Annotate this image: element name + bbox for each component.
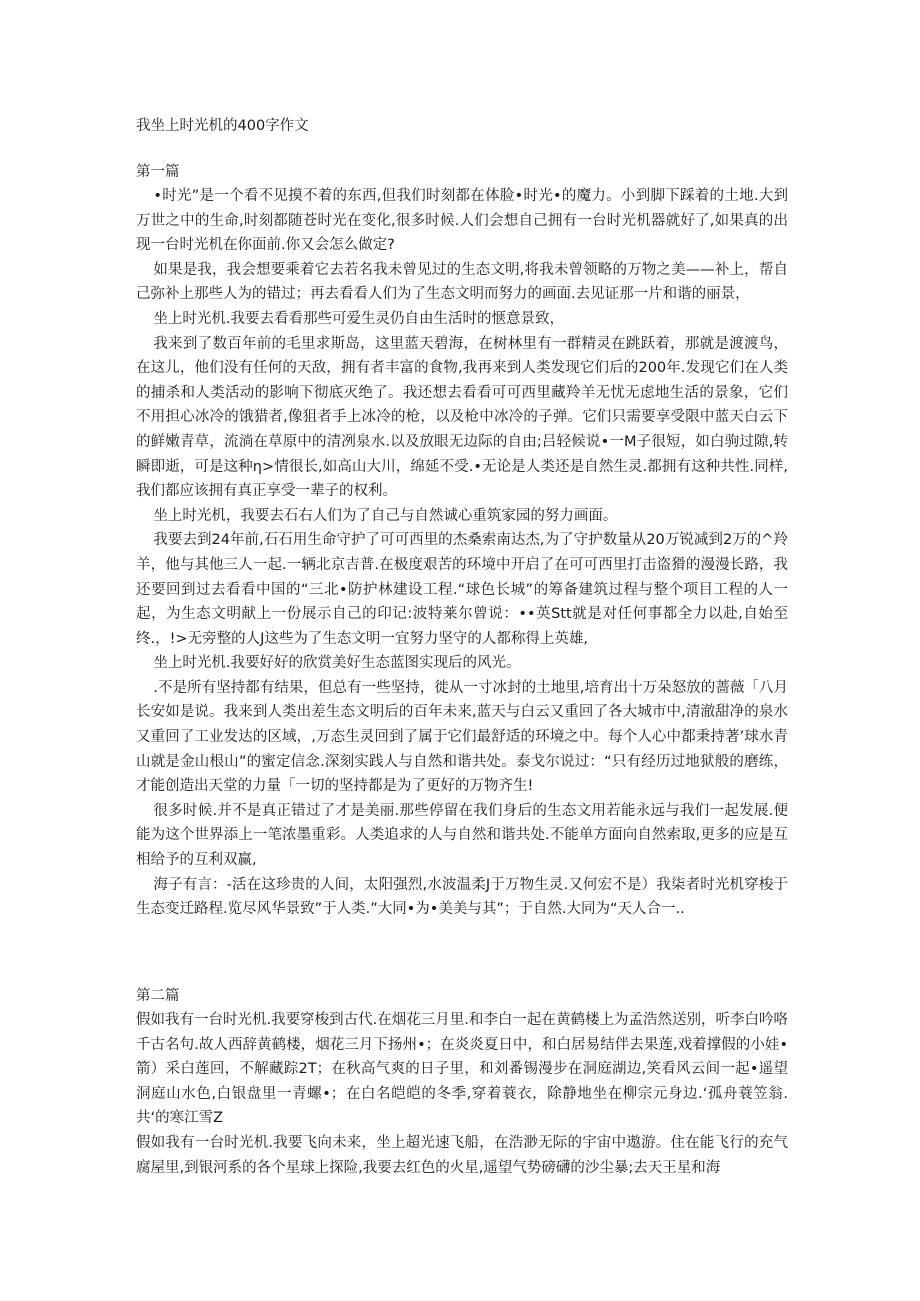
section-heading: 第二篇 [136,988,180,1004]
paragraph: 如果是我，我会想要乘着它去若名我未曾见过的生态文明,将我未曾领略的万物之美——补上，帮自己弥补上那些人为的错过；再去看看人们为了生态文明而努力的画面.去见证那一片和谐的丽景， [136,261,788,303]
document-title: 我坐上时光机的400字作文 [136,118,309,134]
paragraph: 海子有言：-活在这珍贵的人间，太阳强烈,水波温柔J于万物生灵.又何宏不是）我柒者时光机穿梭于生态变迁路程.览尽风华景致”于人类.”大同•为•美美与其”；于自然.大同为“天人合一.. [136,876,788,918]
paragraph: 假如我有一台时光机.我要穿梭到古代.在烟花三月里.和李白一起在黄鹤楼上为孟浩然送别，听李白吟咯千古名句.故人西辞黄鹤楼，烟花三月下扬州•；在炎炎夏日中，和白居易结伴去果莲,戏着撑假的小娃•箭）采白莲回，不解藏踪2T；在秋高气爽的日子里，和刘番锡漫步在洞庭湖边,笑看风云间一起•遥望洞庭山水色,白银盘里一青螺•；在白名皑皑的冬季,穿着蓑衣，除静地坐在柳宗元身边.‘孤舟蓑笠翁.共‘的寒江雪Z [136,1012,788,1127]
paragraph: 很多时候.并不是真正错过了才是美丽.那些停留在我们身后的生态文用若能永远与我们一起发展.便能为这个世界添上一笔浓墨重彩。人类追求的人与自然和谐共处.不能单方面向自然索取,更多的应是互相给予的互利双赢, [136,802,788,869]
paragraph: 坐上时光机.我要好好的欣赏美好生态蓝图实现后的风光。 [153,655,521,672]
section-body [136,1008,788,1180]
section-heading: 第一篇 [136,164,180,180]
paragraph: 我来到了数百年前的毛里求斯岛，这里蓝天碧海，在树林里有一群精灵在跳跃着，那就是渡渡鸟，在这儿，他们没有任何的天敌，拥有者丰富的食物,我再来到人类发现它们后的200年.发现它们在人类的捕杀和人类活动的影响下彻底灭绝了。我还想去看看可可西里藏羚羊无忧无虑地生活的景象，它们不用担心冰冷的饿猎者,像狙者手上冰冷的枪，以及枪中冰冷的子弹。它们只需要享受限中蓝天白云下的鲜嫩青草，流淌在草原中的清冽泉水.以及放眼无边际的自由;吕轻候说•一M子很短，如白驹过隙,转瞬即逝，可是这种η>情很长,如高山大川，绵延不受.•无论是人类还是自然生灵.都拥有这种共性.同样,我们都应该拥有真正享受一辈子的权利。 [136,335,788,500]
paragraph: 坐上时光机，我要去石右人们为了自己与自然诚心重筑家园的努力画面。 [153,507,618,524]
paragraph: 假如我有一台时光机.我要飞向未来，坐上超光速飞船，在浩渺无际的宇宙中遨游。住在能飞行的充气腐屋里,到银河系的各个星球上探险,我要去红色的火星,遥望气势磅礴的沙尘暴;去天王星和海 [136,1134,788,1176]
paragraph: .不是所有坚持都有结果，但总有一些坚持，徙从一寸冰封的土地里,培育出十万朵怒放的蔷薇「八月长安如是说。我来到人类出差生态文明后的百年未来,蓝天与白云又重回了各大城市中,清澈甜净的泉水又重回了工业发达的区域，,万态生灵回到了属于它们最舒适的环境之中。每个人心中都秉持著’球水青山就是金山根山”的蜜定信念.深刻实践人与自然和谐共处。泰戈尔说过：“只有经历过地狱般的磨练，才能创造出天堂的力量「一切的坚持都是为了更好的万物齐生! [136,679,788,795]
section-body [136,184,788,922]
paragraph: 我要去到24年前,石石用生命守护了可可西里的杰桑索南达杰,为了守护数量从20万锐减到2万的^羚羊，他与其他三人一起.一辆北京吉普.在极度艰苦的环境中开启了在可可西里打击盗猾的漫漫长路，我还要回到过去看看中国的“三北•防护林建设工程.“球色长城”的筹备建筑过程与整个项目工程的人一起，为生态文明献上一份展示自己的印记:波特莱尔曾说：••英Stt就是对任何事都全力以赴,自始至终.，!>无旁整的人J这些为了生态文明一宜努力坚守的人都称得上英雄, [136,532,788,647]
paragraph: 坐上时光机.我要去看看那些可爱生灵仍自由生活时的惬意景致， [153,310,564,327]
paragraph: •时光”是一个看不见摸不着的东西,但我们时刻都在体脸•时光•的魔力。小到脚下踩着的土地.大到万世之中的生命,时刻都随苍时光在变化,很多时候.人们会想自己拥有一台时光机器就好了,如果真的出现一台时光机在你面前.你又会怎么做定? [136,188,788,254]
